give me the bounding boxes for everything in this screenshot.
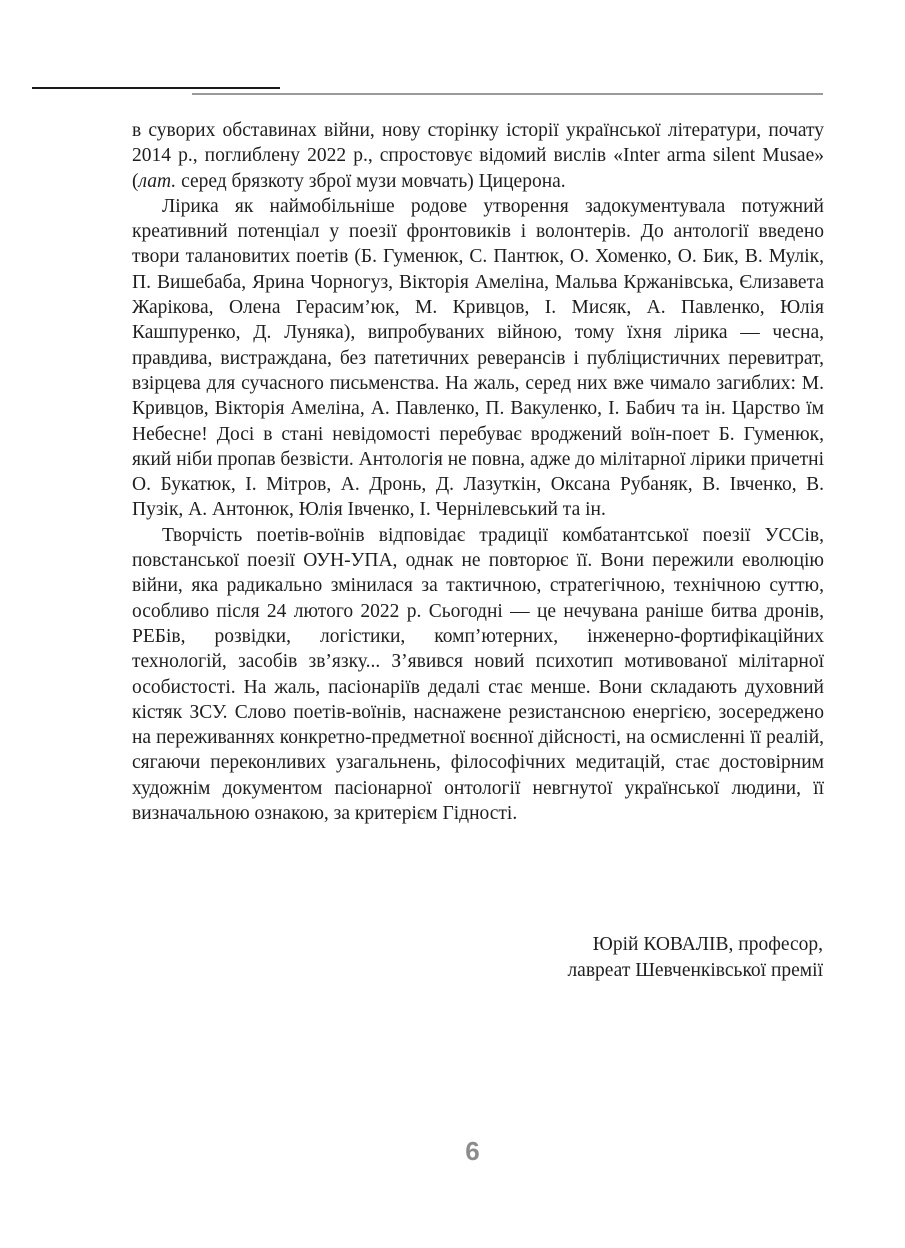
paragraph-3: Творчість поетів-воїнів відповідає традиції комбатантської поезії УССів, повстанської поезії ОУН-УПА, однак не повторює її. Вони пережили еволюцію війни, яка радикально змінилася за тактичною, стратегічною, технічною суттю, особливо після 24 лютого 2022 р. Сьогодні — це нечувана раніше битва дронів, РЕБів, розвідки, логістики, комп’ютерних, інженерно-фортифікаційних технологій, засобів зв’язку... З’явився новий психотип мотивованої мілітарної особистості. На жаль, пасіонаріїв дедалі стає менше. Вони складають духовний кістяк ЗСУ. Слово поетів-воїнів, наснажене резистансною енергією, зосереджено на переживаннях конкретно-предметної воєнної дійсності, на осмисленні її реалій, сягаючи переконливих узагальнень, філософічних медитацій, стає достовірним художнім документом пасіонарної онтології невгнутої української людини, її визначальною ознакою, за критерієм Гідності.	[132, 524, 824, 825]
signature-title: лавреат Шевченківської премії	[567, 960, 823, 981]
signature-block	[567, 932, 823, 984]
header-rule-right	[192, 93, 823, 95]
paragraph-1	[132, 118, 824, 194]
page-number: 6	[465, 1136, 480, 1166]
paragraph-2: Лірика як наймобільніше родове утворення задокументувала потужний креативний потенціал у поезії фронтовиків і волонтерів. До антології введено твори талановитих поетів (Б. Гуменюк, С. Пантюк, О. Хоменко, О. Бик, В. Мулік, П. Вишебаба, Ярина Чорногуз, Вікторія Амеліна, Мальва Кржанівська, Єлизавета Жарікова, Олена Герасим’юк, М. Кривцов, І. Мисяк, А. Павленко, Юлія Кашпуренко, Д. Луняка), випробуваних війною, тому їхня лірика — чесна, правдива, вистраждана, без патетичних реверансів і публіцистичних перевитрат, взірцева для сучасного письменства. На жаль, серед них вже чимало загиблих: М. Кривцов, Вікторія Амеліна, А. Павленко, П. Вакуленко, І. Бабич та ін. Царство їм Небесне! Досі в стані невідомості перебуває вроджений воїн-поет Б. Гуменюк, який ніби пропав безвісти. Антологія не повна, адже до мілітарної лірики причетні О. Букатюк, І. Мітров, А. Дронь, Д. Лазуткін, Оксана Рубаняк, В. Івченко, В. Пузік, А. Антонюк, Юлія Івченко, І. Чернілевський та ін.	[132, 195, 824, 521]
signature-name: Юрій КОВАЛІВ, професор,	[592, 934, 823, 955]
paragraph-1-end: серед брязкоту зброї музи мовчать) Цицерона.	[176, 170, 566, 192]
header-rule-left	[32, 87, 280, 89]
paragraph-1-start: в суворих обставинах війни, нову сторінку історії української літератури, почату 2014 р., поглиблену 2022 р., спростовує відомий вислів «Inter arma silent Musae» (	[132, 120, 824, 192]
main-text	[132, 118, 824, 826]
paragraph-1-italic: лат.	[138, 170, 177, 192]
